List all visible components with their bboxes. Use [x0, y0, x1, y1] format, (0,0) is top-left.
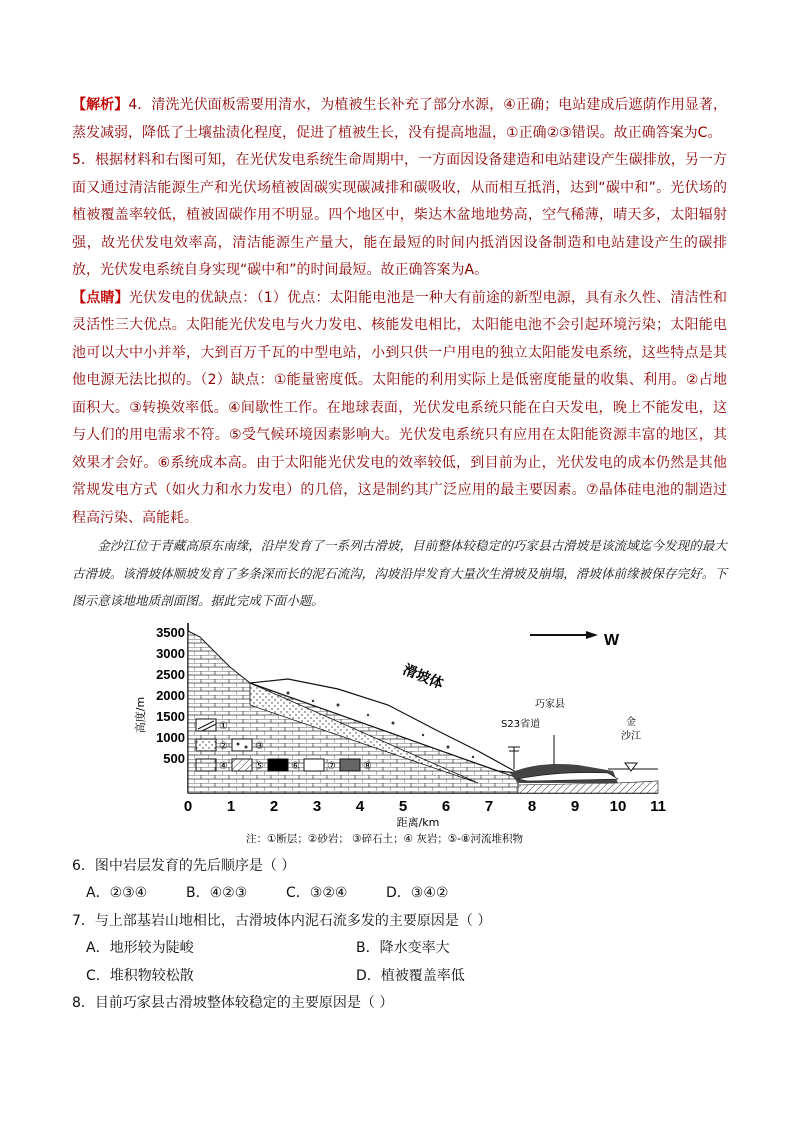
analysis-text: 正确 — [518, 124, 547, 141]
x-tick: 10 — [609, 797, 627, 815]
x-tick: 1 — [226, 797, 236, 815]
cross-section-svg — [134, 623, 698, 853]
legend-mark: ⑧ — [363, 760, 372, 772]
x-tick-labels — [184, 798, 666, 815]
x-tick: 11 — [650, 797, 666, 815]
y-tick: 1500 — [156, 708, 185, 724]
analysis-q4 — [72, 92, 727, 147]
river-marker-icon — [625, 763, 637, 771]
legend-mark: ⑤ — [255, 760, 264, 772]
legend-mark: ② — [219, 740, 228, 752]
legend-mark: ⑥ — [291, 760, 300, 772]
y-tick-labels — [156, 625, 185, 766]
option-a[interactable]: A．②③④ — [86, 885, 148, 901]
river-label: 金 — [626, 716, 636, 728]
legend-mark: ④ — [219, 760, 228, 772]
circled-mark: ⑤ — [229, 427, 242, 443]
circled-mark: ① — [273, 372, 287, 388]
x-tick: 0 — [183, 797, 193, 815]
y-tick: 3500 — [156, 624, 185, 640]
figure-note: 注：①断层；②砂岩； ③碎石土；④ 灰岩；⑤-⑧河流堆积物 — [246, 832, 523, 845]
landslide-label: 滑坡体 — [400, 661, 446, 692]
question-7: 7．与上部基岩山地相比，古滑坡体内泥石流多发的主要原因是（ ） — [72, 912, 492, 929]
x-tick: 2 — [269, 797, 279, 815]
option-d[interactable]: D．植被覆盖率低 — [356, 967, 465, 984]
direction-arrow-icon — [586, 631, 598, 639]
question-6: 6．图中岩层发育的先后顺序是（ ） — [72, 857, 296, 874]
circled-mark: ②③ — [546, 124, 572, 141]
y-tick: 1000 — [156, 729, 185, 745]
river-label: 沙江 — [621, 730, 641, 742]
legend-mark: ① — [219, 720, 228, 732]
circled-mark: ③ — [129, 399, 143, 416]
county-label: 巧家县 — [535, 698, 565, 710]
x-tick: 9 — [570, 797, 580, 815]
circled-mark: ④ — [503, 97, 516, 113]
x-tick: 4 — [355, 797, 365, 815]
tips-text: 光伏发电的优缺点：（1）优点：太阳能电池是一种大有前途的新型电源，具有永久性、清洁性和灵活性三大优点。太阳能光伏发电与火力发电、核能发电相比，太阳能电池不会引起环境污染；太阳能电池可以大中小并举，大到百万千瓦的中型电站，小到只供一户用电的独立太阳能发电系统，这些特点是其他电源无法比拟的。（2）缺点： — [72, 289, 728, 388]
question-7-options-row1 — [72, 935, 727, 963]
x-tick: 8 — [527, 797, 537, 815]
option-a[interactable]: A．地形较为陡峻 — [86, 940, 194, 956]
page — [72, 92, 727, 1018]
circled-mark: ① — [506, 124, 519, 141]
tips-text: 间歇性工作。在地球表面，光伏发电系统只能在白天发电，晚上不能发电，这与人们的用电需求不符。 — [72, 399, 727, 443]
y-tick: 2000 — [156, 687, 185, 703]
option-b[interactable]: B．降水变率大 — [356, 940, 450, 956]
question-8: 8．目前巧家县古滑坡整体较稳定的主要原因是（ ） — [72, 995, 394, 1011]
x-tick: 5 — [398, 797, 408, 815]
legend-mark: ⑦ — [327, 760, 336, 772]
circled-mark: ⑦ — [585, 482, 599, 498]
reading-passage: 金沙江位于青藏高原东南缘，沿岸发育了一系列古滑坡，目前整体较稳定的巧家县古滑坡是该流域迄今发现的最大古滑坡。该滑坡体顺坡发育了多条深而长的泥石流沟，沟坡沿岸发育大量次生滑坡及崩塌，滑坡体前缘被保存完好。下图示意该地地质剖面图。据此完成下面小题。 — [72, 538, 727, 608]
tips-text: 受气候环境因素影响大。光伏发电系统只有应用在太阳能资源丰富的地区，其效果才会好。 — [72, 427, 727, 471]
analysis-text: 正确；电站建成后遮荫作用显著，蒸发减弱，降低了土壤盐渍化程度，促进了植被生长，没有提高地温， — [72, 97, 728, 141]
option-c[interactable]: C．堆积物较松散 — [86, 967, 194, 984]
tips-text: 系统成本高。由于太阳能光伏发电的效率较低，到目前为止，光伏发电的成本仍然是其他常规发电方式（如火力和水力发电）的几倍，这是制约其广泛应用的最主要因素。 — [72, 454, 728, 498]
question-6-options — [72, 880, 727, 908]
tips-text: 转换效率低。 — [142, 399, 228, 416]
legend-mark: ③ — [255, 740, 264, 752]
tips-text: 占地面积大。 — [72, 372, 727, 416]
y-tick: 500 — [163, 750, 185, 766]
x-tick: 6 — [441, 797, 451, 815]
analysis-text: 4．清洗光伏面板需要用清水，为植被生长补充了部分水源， — [128, 97, 504, 113]
option-c[interactable]: C．③②④ — [286, 885, 348, 901]
direction-label: W — [604, 631, 620, 649]
option-b[interactable]: B．④②③ — [186, 885, 248, 901]
tips-tag: 【点睛】 — [72, 289, 129, 306]
tips-text: 晶体硅电池的制造过程高污染、高能耗。 — [72, 482, 727, 526]
analysis-tag: 【解析】 — [72, 97, 129, 113]
tips-text: 能量密度低。太阳能的利用实际上是低密度能量的收集、利用。 — [286, 372, 686, 388]
question-7-options-row2 — [72, 963, 727, 991]
circled-mark: ④ — [227, 399, 241, 416]
x-axis-label: 距离/km — [396, 815, 440, 829]
y-tick: 3000 — [156, 645, 185, 661]
option-d[interactable]: D．③④② — [386, 885, 449, 901]
road-label: S23省道 — [501, 718, 541, 730]
geologic-cross-section — [134, 623, 698, 853]
y-axis-label: 高度/m — [134, 696, 147, 733]
tips-paragraph — [72, 285, 727, 533]
circled-mark: ② — [685, 372, 699, 388]
x-tick: 7 — [484, 797, 494, 815]
x-tick: 3 — [312, 797, 322, 815]
y-tick: 2500 — [156, 666, 185, 682]
analysis-q5: 5．根据材料和右图可知，在光伏发电系统生命周期中，一方面因设备建造和电站建设产生碳排放，另一方面又通过清洁能源生产和光伏场植被固碳实现碳减排和碳吸收，从而相互抵消，达到“碳中和”。光伏场的植被覆盖率较低，植被固碳作用不明显。四个地区中，柴达木盆地地势高，空气稀薄，晴天多，太阳辐射强，故光伏发电效率高，清洁能源生产量大，能在最短的时间内抵消因设备制造和电站建设产生的碳排放，光伏发电系统自身实现“碳中和”的时间最短。故正确答案为A。 — [72, 152, 727, 278]
analysis-text: 错误。故正确答案为C。 — [571, 124, 722, 141]
circled-mark: ⑥ — [157, 454, 171, 471]
